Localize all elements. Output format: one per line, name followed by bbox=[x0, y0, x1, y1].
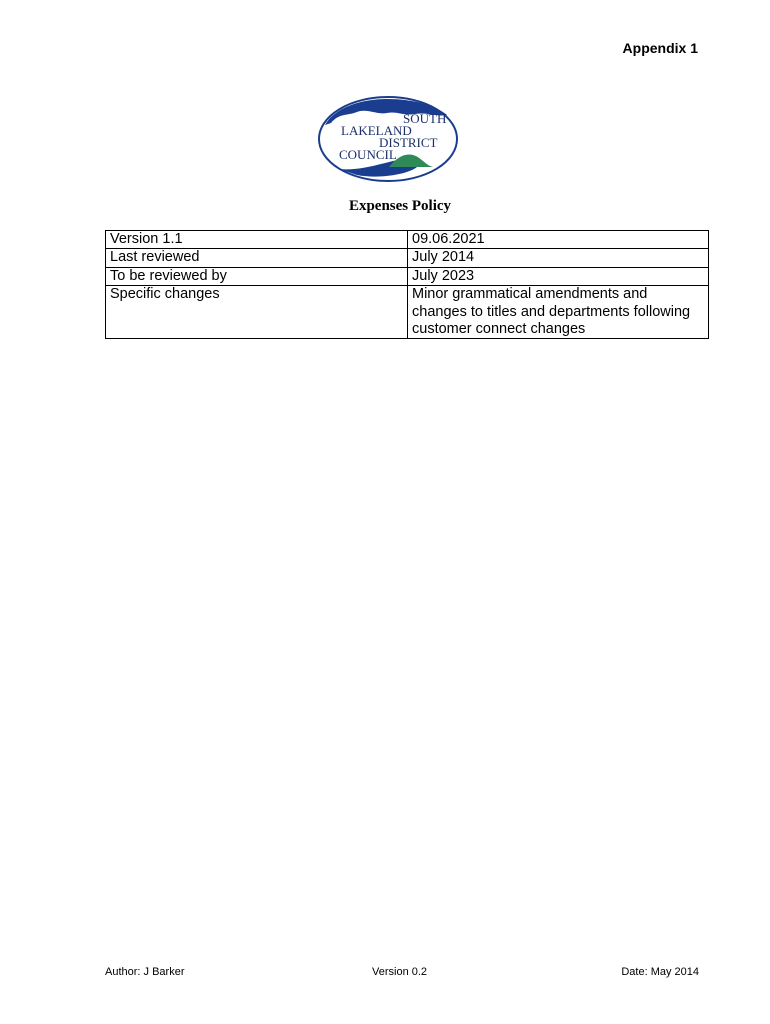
table-row bbox=[106, 231, 709, 249]
row-value: July 2023 bbox=[408, 267, 709, 285]
row-value: 09.06.2021 bbox=[408, 231, 709, 249]
row-label: Specific changes bbox=[106, 286, 408, 339]
row-label: To be reviewed by bbox=[106, 267, 408, 285]
logo-line-south: SOUTH bbox=[403, 111, 447, 126]
appendix-label: Appendix 1 bbox=[622, 40, 698, 56]
document-title: Expenses Policy bbox=[348, 198, 452, 214]
logo-line-council: COUNCIL bbox=[339, 147, 397, 162]
row-value: July 2014 bbox=[408, 249, 709, 267]
footer-author: Author: J Barker bbox=[105, 966, 185, 978]
table-row bbox=[106, 249, 709, 267]
row-label: Version 1.1 bbox=[106, 231, 408, 249]
table-row bbox=[106, 286, 709, 339]
logo-line-district: DISTRICT bbox=[379, 135, 438, 150]
row-value: Minor grammatical amendments and changes to titles and departments following customer connect changes bbox=[408, 286, 709, 339]
footer-date: Date: May 2014 bbox=[621, 966, 699, 978]
row-label: Last reviewed bbox=[106, 249, 408, 267]
council-logo bbox=[317, 95, 459, 183]
table-row bbox=[106, 267, 709, 285]
footer-version: Version 0.2 bbox=[372, 966, 428, 978]
logo-line-lakeland: LAKELAND bbox=[341, 123, 412, 138]
document-metadata-table bbox=[105, 230, 709, 339]
